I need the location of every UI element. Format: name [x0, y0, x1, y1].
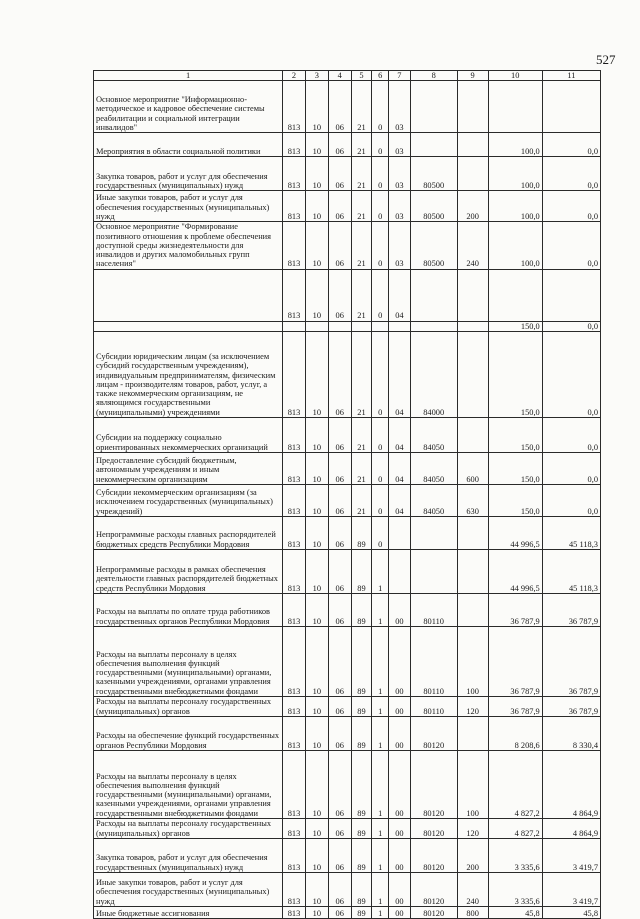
row-name: Основное мероприятие "Формирование позитивного отношения к проблеме обеспечения доступной среды жизнедеятельности для инвалидов и других маломобильных групп населения": [94, 222, 283, 269]
cell-c3: 10: [305, 157, 328, 191]
page-number: 527: [596, 52, 616, 67]
cell-c2: 813: [283, 81, 306, 133]
cell-c5: 89: [351, 517, 372, 550]
cell-c6: 1: [372, 819, 389, 839]
row-name: Мероприятия в области социальной политики: [94, 133, 283, 157]
cell-c10: 8 208,6: [488, 717, 542, 751]
cell-c2: 813: [283, 222, 306, 269]
table-row: [94, 157, 601, 191]
table-row: [94, 819, 601, 839]
cell-c10: 150,0: [488, 332, 542, 418]
cell-c3: 10: [305, 907, 328, 919]
table-row: [94, 269, 601, 321]
cell-c7: [388, 517, 410, 550]
cell-c2: 813: [283, 133, 306, 157]
cell-c10: 4 827,2: [488, 819, 542, 839]
cell-c10: 100,0: [488, 157, 542, 191]
cell-c10: 45,8: [488, 907, 542, 919]
cell-c6: 1: [372, 717, 389, 751]
cell-c4: 06: [328, 222, 351, 269]
cell-c2: 813: [283, 697, 306, 717]
cell-c9: 200: [457, 191, 488, 222]
cell-c5: [351, 321, 372, 331]
cell-c11: 3 419,7: [542, 839, 600, 873]
cell-c7: 00: [388, 839, 410, 873]
cell-c7: 00: [388, 627, 410, 697]
cell-c11: 3 419,7: [542, 873, 600, 907]
column-header: 2: [283, 71, 306, 81]
cell-c3: 10: [305, 133, 328, 157]
cell-c5: 89: [351, 839, 372, 873]
cell-c3: 10: [305, 839, 328, 873]
cell-c5: 21: [351, 269, 372, 321]
cell-c5: 89: [351, 550, 372, 594]
cell-c7: 00: [388, 751, 410, 819]
table-row: [94, 839, 601, 873]
cell-c5: 89: [351, 873, 372, 907]
cell-c8: [410, 321, 457, 331]
cell-c6: 0: [372, 157, 389, 191]
budget-table: [93, 70, 601, 919]
cell-c2: 813: [283, 332, 306, 418]
cell-c8: 80120: [410, 839, 457, 873]
cell-c2: 813: [283, 453, 306, 485]
cell-c3: 10: [305, 550, 328, 594]
cell-c5: 21: [351, 191, 372, 222]
cell-c9: [457, 418, 488, 453]
cell-c6: 0: [372, 191, 389, 222]
cell-c4: [328, 321, 351, 331]
cell-c11: 45,8: [542, 907, 600, 919]
cell-c7: 03: [388, 222, 410, 269]
cell-c6: [372, 321, 389, 331]
column-header: 9: [457, 71, 488, 81]
row-name: Иные закупки товаров, работ и услуг для обеспечения государственных (муниципальных) нужд: [94, 191, 283, 222]
row-name: Субсидии на поддержку социально ориентированных некоммерческих организаций: [94, 418, 283, 453]
cell-c8: 84050: [410, 485, 457, 517]
cell-c5: 89: [351, 907, 372, 919]
cell-c9: 200: [457, 839, 488, 873]
cell-c9: [457, 321, 488, 331]
cell-c2: 813: [283, 517, 306, 550]
table-row: [94, 222, 601, 269]
column-header: 3: [305, 71, 328, 81]
cell-c10: [488, 269, 542, 321]
cell-c4: 06: [328, 269, 351, 321]
cell-c3: 10: [305, 191, 328, 222]
cell-c10: 150,0: [488, 453, 542, 485]
row-name: Расходы на выплаты персоналу в целях обеспечения выполнения функций государственными (муниципальными) органами, казенными учреждениями, органами управления государственными внебюджетными фондами: [94, 751, 283, 819]
cell-c9: 800: [457, 907, 488, 919]
cell-c5: 21: [351, 332, 372, 418]
table-row: [94, 418, 601, 453]
cell-c6: 0: [372, 418, 389, 453]
cell-c11: 4 864,9: [542, 751, 600, 819]
cell-c9: 120: [457, 697, 488, 717]
cell-c11: 0,0: [542, 332, 600, 418]
cell-c3: 10: [305, 418, 328, 453]
cell-c4: 06: [328, 81, 351, 133]
row-name: [94, 269, 283, 321]
cell-c8: 80500: [410, 157, 457, 191]
row-name: Расходы на обеспечение функций государственных органов Республики Мордовия: [94, 717, 283, 751]
cell-c8: [410, 133, 457, 157]
cell-c6: 1: [372, 907, 389, 919]
cell-c5: 21: [351, 222, 372, 269]
cell-c11: 0,0: [542, 222, 600, 269]
cell-c7: 00: [388, 819, 410, 839]
cell-c3: 10: [305, 332, 328, 418]
cell-c8: 80110: [410, 697, 457, 717]
column-header: 6: [372, 71, 389, 81]
cell-c11: 36 787,9: [542, 594, 600, 627]
cell-c9: [457, 517, 488, 550]
cell-c11: 45 118,3: [542, 517, 600, 550]
cell-c9: 120: [457, 819, 488, 839]
cell-c9: 240: [457, 873, 488, 907]
row-name: Субсидии некоммерческим организациям (за исключением государственных (муниципальных) учреждений): [94, 485, 283, 517]
cell-c11: 4 864,9: [542, 819, 600, 839]
cell-c9: [457, 81, 488, 133]
cell-c3: 10: [305, 751, 328, 819]
cell-c10: 100,0: [488, 222, 542, 269]
cell-c8: 80110: [410, 627, 457, 697]
cell-c7: 03: [388, 133, 410, 157]
cell-c7: 03: [388, 191, 410, 222]
cell-c9: [457, 133, 488, 157]
cell-c10: 4 827,2: [488, 751, 542, 819]
cell-c8: 80120: [410, 717, 457, 751]
row-name: Основное мероприятие "Информационно-методическое и кадровое обеспечение системы реабилитации и социальной интеграции инвалидов": [94, 81, 283, 133]
cell-c10: 150,0: [488, 418, 542, 453]
cell-c10: 100,0: [488, 191, 542, 222]
cell-c6: 0: [372, 517, 389, 550]
cell-c4: 06: [328, 839, 351, 873]
cell-c5: 89: [351, 697, 372, 717]
row-name: Расходы на выплаты персоналу государственных (муниципальных) органов: [94, 819, 283, 839]
cell-c10: 150,0: [488, 485, 542, 517]
cell-c4: 06: [328, 751, 351, 819]
column-header: 5: [351, 71, 372, 81]
cell-c6: 1: [372, 751, 389, 819]
cell-c4: 06: [328, 697, 351, 717]
cell-c5: 89: [351, 751, 372, 819]
cell-c5: 21: [351, 81, 372, 133]
cell-c7: 04: [388, 418, 410, 453]
cell-c3: 10: [305, 81, 328, 133]
cell-c5: 21: [351, 485, 372, 517]
cell-c3: 10: [305, 819, 328, 839]
cell-c8: 84000: [410, 332, 457, 418]
cell-c7: [388, 550, 410, 594]
cell-c7: 03: [388, 157, 410, 191]
cell-c9: [457, 717, 488, 751]
cell-c6: 1: [372, 839, 389, 873]
cell-c11: 36 787,9: [542, 697, 600, 717]
cell-c8: 80500: [410, 222, 457, 269]
cell-c10: 3 335,6: [488, 873, 542, 907]
cell-c3: 10: [305, 453, 328, 485]
table-row: [94, 907, 601, 919]
table-row: [94, 550, 601, 594]
cell-c8: [410, 550, 457, 594]
cell-c4: 06: [328, 819, 351, 839]
cell-c2: 813: [283, 751, 306, 819]
cell-c2: [283, 321, 306, 331]
cell-c5: 89: [351, 819, 372, 839]
cell-c3: 10: [305, 269, 328, 321]
cell-c4: 06: [328, 717, 351, 751]
cell-c6: 0: [372, 332, 389, 418]
cell-c11: [542, 81, 600, 133]
table-row: [94, 873, 601, 907]
row-name: Расходы на выплаты персоналу в целях обеспечения выполнения функций государственными (муниципальными) органами, казенными учреждениями, органами управления государственными внебюджетными фондами: [94, 627, 283, 697]
table-row: [94, 627, 601, 697]
cell-c9: [457, 332, 488, 418]
cell-c7: 00: [388, 717, 410, 751]
cell-c11: 0,0: [542, 453, 600, 485]
cell-c7: 00: [388, 594, 410, 627]
cell-c8: 84050: [410, 418, 457, 453]
cell-c2: 813: [283, 485, 306, 517]
cell-c3: [305, 321, 328, 331]
cell-c11: 0,0: [542, 321, 600, 331]
cell-c3: 10: [305, 517, 328, 550]
cell-c8: 80120: [410, 907, 457, 919]
table-row: [94, 453, 601, 485]
cell-c8: [410, 81, 457, 133]
cell-c11: 36 787,9: [542, 627, 600, 697]
cell-c7: 04: [388, 332, 410, 418]
cell-c4: 06: [328, 907, 351, 919]
row-name: Закупка товаров, работ и услуг для обеспечения государственных (муниципальных) нужд: [94, 157, 283, 191]
cell-c2: 813: [283, 819, 306, 839]
cell-c10: [488, 81, 542, 133]
cell-c8: 80110: [410, 594, 457, 627]
cell-c7: 03: [388, 81, 410, 133]
cell-c11: 0,0: [542, 157, 600, 191]
cell-c5: 21: [351, 453, 372, 485]
cell-c4: 06: [328, 517, 351, 550]
cell-c10: 100,0: [488, 133, 542, 157]
cell-c2: 813: [283, 907, 306, 919]
cell-c11: 0,0: [542, 191, 600, 222]
cell-c9: [457, 594, 488, 627]
cell-c7: 04: [388, 269, 410, 321]
cell-c6: 0: [372, 269, 389, 321]
cell-c2: 813: [283, 873, 306, 907]
cell-c5: 89: [351, 594, 372, 627]
cell-c4: 06: [328, 550, 351, 594]
cell-c11: 0,0: [542, 418, 600, 453]
cell-c9: 240: [457, 222, 488, 269]
cell-c8: [410, 517, 457, 550]
cell-c9: 630: [457, 485, 488, 517]
cell-c2: 813: [283, 191, 306, 222]
cell-c3: 10: [305, 873, 328, 907]
cell-c4: 06: [328, 873, 351, 907]
row-name: Предоставление субсидий бюджетным, автономным учреждениям и иным некоммерческим организациям: [94, 453, 283, 485]
cell-c9: [457, 269, 488, 321]
cell-c6: 0: [372, 222, 389, 269]
cell-c3: 10: [305, 717, 328, 751]
cell-c2: 813: [283, 594, 306, 627]
table-row: [94, 517, 601, 550]
cell-c4: 06: [328, 594, 351, 627]
cell-c10: 150,0: [488, 321, 542, 331]
cell-c9: 100: [457, 751, 488, 819]
cell-c4: 06: [328, 191, 351, 222]
column-header: 8: [410, 71, 457, 81]
cell-c3: 10: [305, 627, 328, 697]
row-name: Иные закупки товаров, работ и услуг для обеспечения государственных (муниципальных) нужд: [94, 873, 283, 907]
cell-c11: [542, 269, 600, 321]
cell-c4: 06: [328, 133, 351, 157]
row-name: [94, 321, 283, 331]
table-row: [94, 332, 601, 418]
cell-c6: 1: [372, 873, 389, 907]
cell-c8: 80120: [410, 819, 457, 839]
row-name: Непрограммные расходы в рамках обеспечения деятельности главных распорядителей бюджетных средств Республики Мордовия: [94, 550, 283, 594]
cell-c4: 06: [328, 485, 351, 517]
cell-c6: 0: [372, 485, 389, 517]
cell-c6: 1: [372, 697, 389, 717]
table-row: [94, 751, 601, 819]
cell-c11: 0,0: [542, 485, 600, 517]
column-header: 11: [542, 71, 600, 81]
cell-c3: 10: [305, 697, 328, 717]
cell-c11: 45 118,3: [542, 550, 600, 594]
cell-c7: 04: [388, 485, 410, 517]
cell-c6: 1: [372, 594, 389, 627]
table-row: [94, 485, 601, 517]
cell-c6: 1: [372, 627, 389, 697]
cell-c8: 80500: [410, 191, 457, 222]
cell-c5: 89: [351, 627, 372, 697]
cell-c5: 89: [351, 717, 372, 751]
cell-c11: 8 330,4: [542, 717, 600, 751]
cell-c2: 813: [283, 550, 306, 594]
cell-c10: 36 787,9: [488, 627, 542, 697]
row-name: Иные бюджетные ассигнования: [94, 907, 283, 919]
header-row: [94, 71, 601, 81]
cell-c9: 100: [457, 627, 488, 697]
cell-c7: 04: [388, 453, 410, 485]
cell-c9: [457, 157, 488, 191]
cell-c10: 3 335,6: [488, 839, 542, 873]
table-row: [94, 81, 601, 133]
cell-c10: 44 996,5: [488, 517, 542, 550]
cell-c6: 1: [372, 550, 389, 594]
cell-c5: 21: [351, 157, 372, 191]
cell-c6: 0: [372, 453, 389, 485]
column-header: 1: [94, 71, 283, 81]
cell-c2: 813: [283, 839, 306, 873]
cell-c10: 36 787,9: [488, 697, 542, 717]
cell-c5: 21: [351, 133, 372, 157]
table-row: [94, 697, 601, 717]
table-row: [94, 321, 601, 331]
cell-c10: 36 787,9: [488, 594, 542, 627]
cell-c2: 813: [283, 269, 306, 321]
column-header: 10: [488, 71, 542, 81]
cell-c11: 0,0: [542, 133, 600, 157]
cell-c4: 06: [328, 453, 351, 485]
table-row: [94, 717, 601, 751]
cell-c8: 84050: [410, 453, 457, 485]
column-header: 4: [328, 71, 351, 81]
cell-c7: 00: [388, 697, 410, 717]
table-row: [94, 191, 601, 222]
row-name: Расходы на выплаты персоналу государственных (муниципальных) органов: [94, 697, 283, 717]
row-name: Непрограммные расходы главных распорядителей бюджетных средств Республики Мордовия: [94, 517, 283, 550]
column-header: 7: [388, 71, 410, 81]
cell-c5: 21: [351, 418, 372, 453]
cell-c7: [388, 321, 410, 331]
cell-c3: 10: [305, 594, 328, 627]
cell-c9: [457, 550, 488, 594]
cell-c8: 80120: [410, 751, 457, 819]
cell-c7: 00: [388, 873, 410, 907]
cell-c9: 600: [457, 453, 488, 485]
table-row: [94, 133, 601, 157]
cell-c7: 00: [388, 907, 410, 919]
cell-c10: 44 996,5: [488, 550, 542, 594]
cell-c6: 0: [372, 81, 389, 133]
cell-c2: 813: [283, 627, 306, 697]
cell-c4: 06: [328, 157, 351, 191]
cell-c3: 10: [305, 485, 328, 517]
cell-c4: 06: [328, 627, 351, 697]
row-name: Субсидии юридическим лицам (за исключением субсидий государственным учреждениям), индивидуальным предпринимателям, физическим лицам - производителям товаров, работ, услуг, а также некоммерческим организациям, не являющимся государственными (муниципальными) учреждениями: [94, 332, 283, 418]
row-name: Расходы на выплаты по оплате труда работников государственных органов Республики Мордовия: [94, 594, 283, 627]
cell-c2: 813: [283, 418, 306, 453]
cell-c8: 80120: [410, 873, 457, 907]
row-name: Закупка товаров, работ и услуг для обеспечения государственных (муниципальных) нужд: [94, 839, 283, 873]
cell-c8: [410, 269, 457, 321]
cell-c4: 06: [328, 332, 351, 418]
cell-c2: 813: [283, 157, 306, 191]
cell-c2: 813: [283, 717, 306, 751]
cell-c3: 10: [305, 222, 328, 269]
cell-c6: 0: [372, 133, 389, 157]
cell-c4: 06: [328, 418, 351, 453]
table-row: [94, 594, 601, 627]
